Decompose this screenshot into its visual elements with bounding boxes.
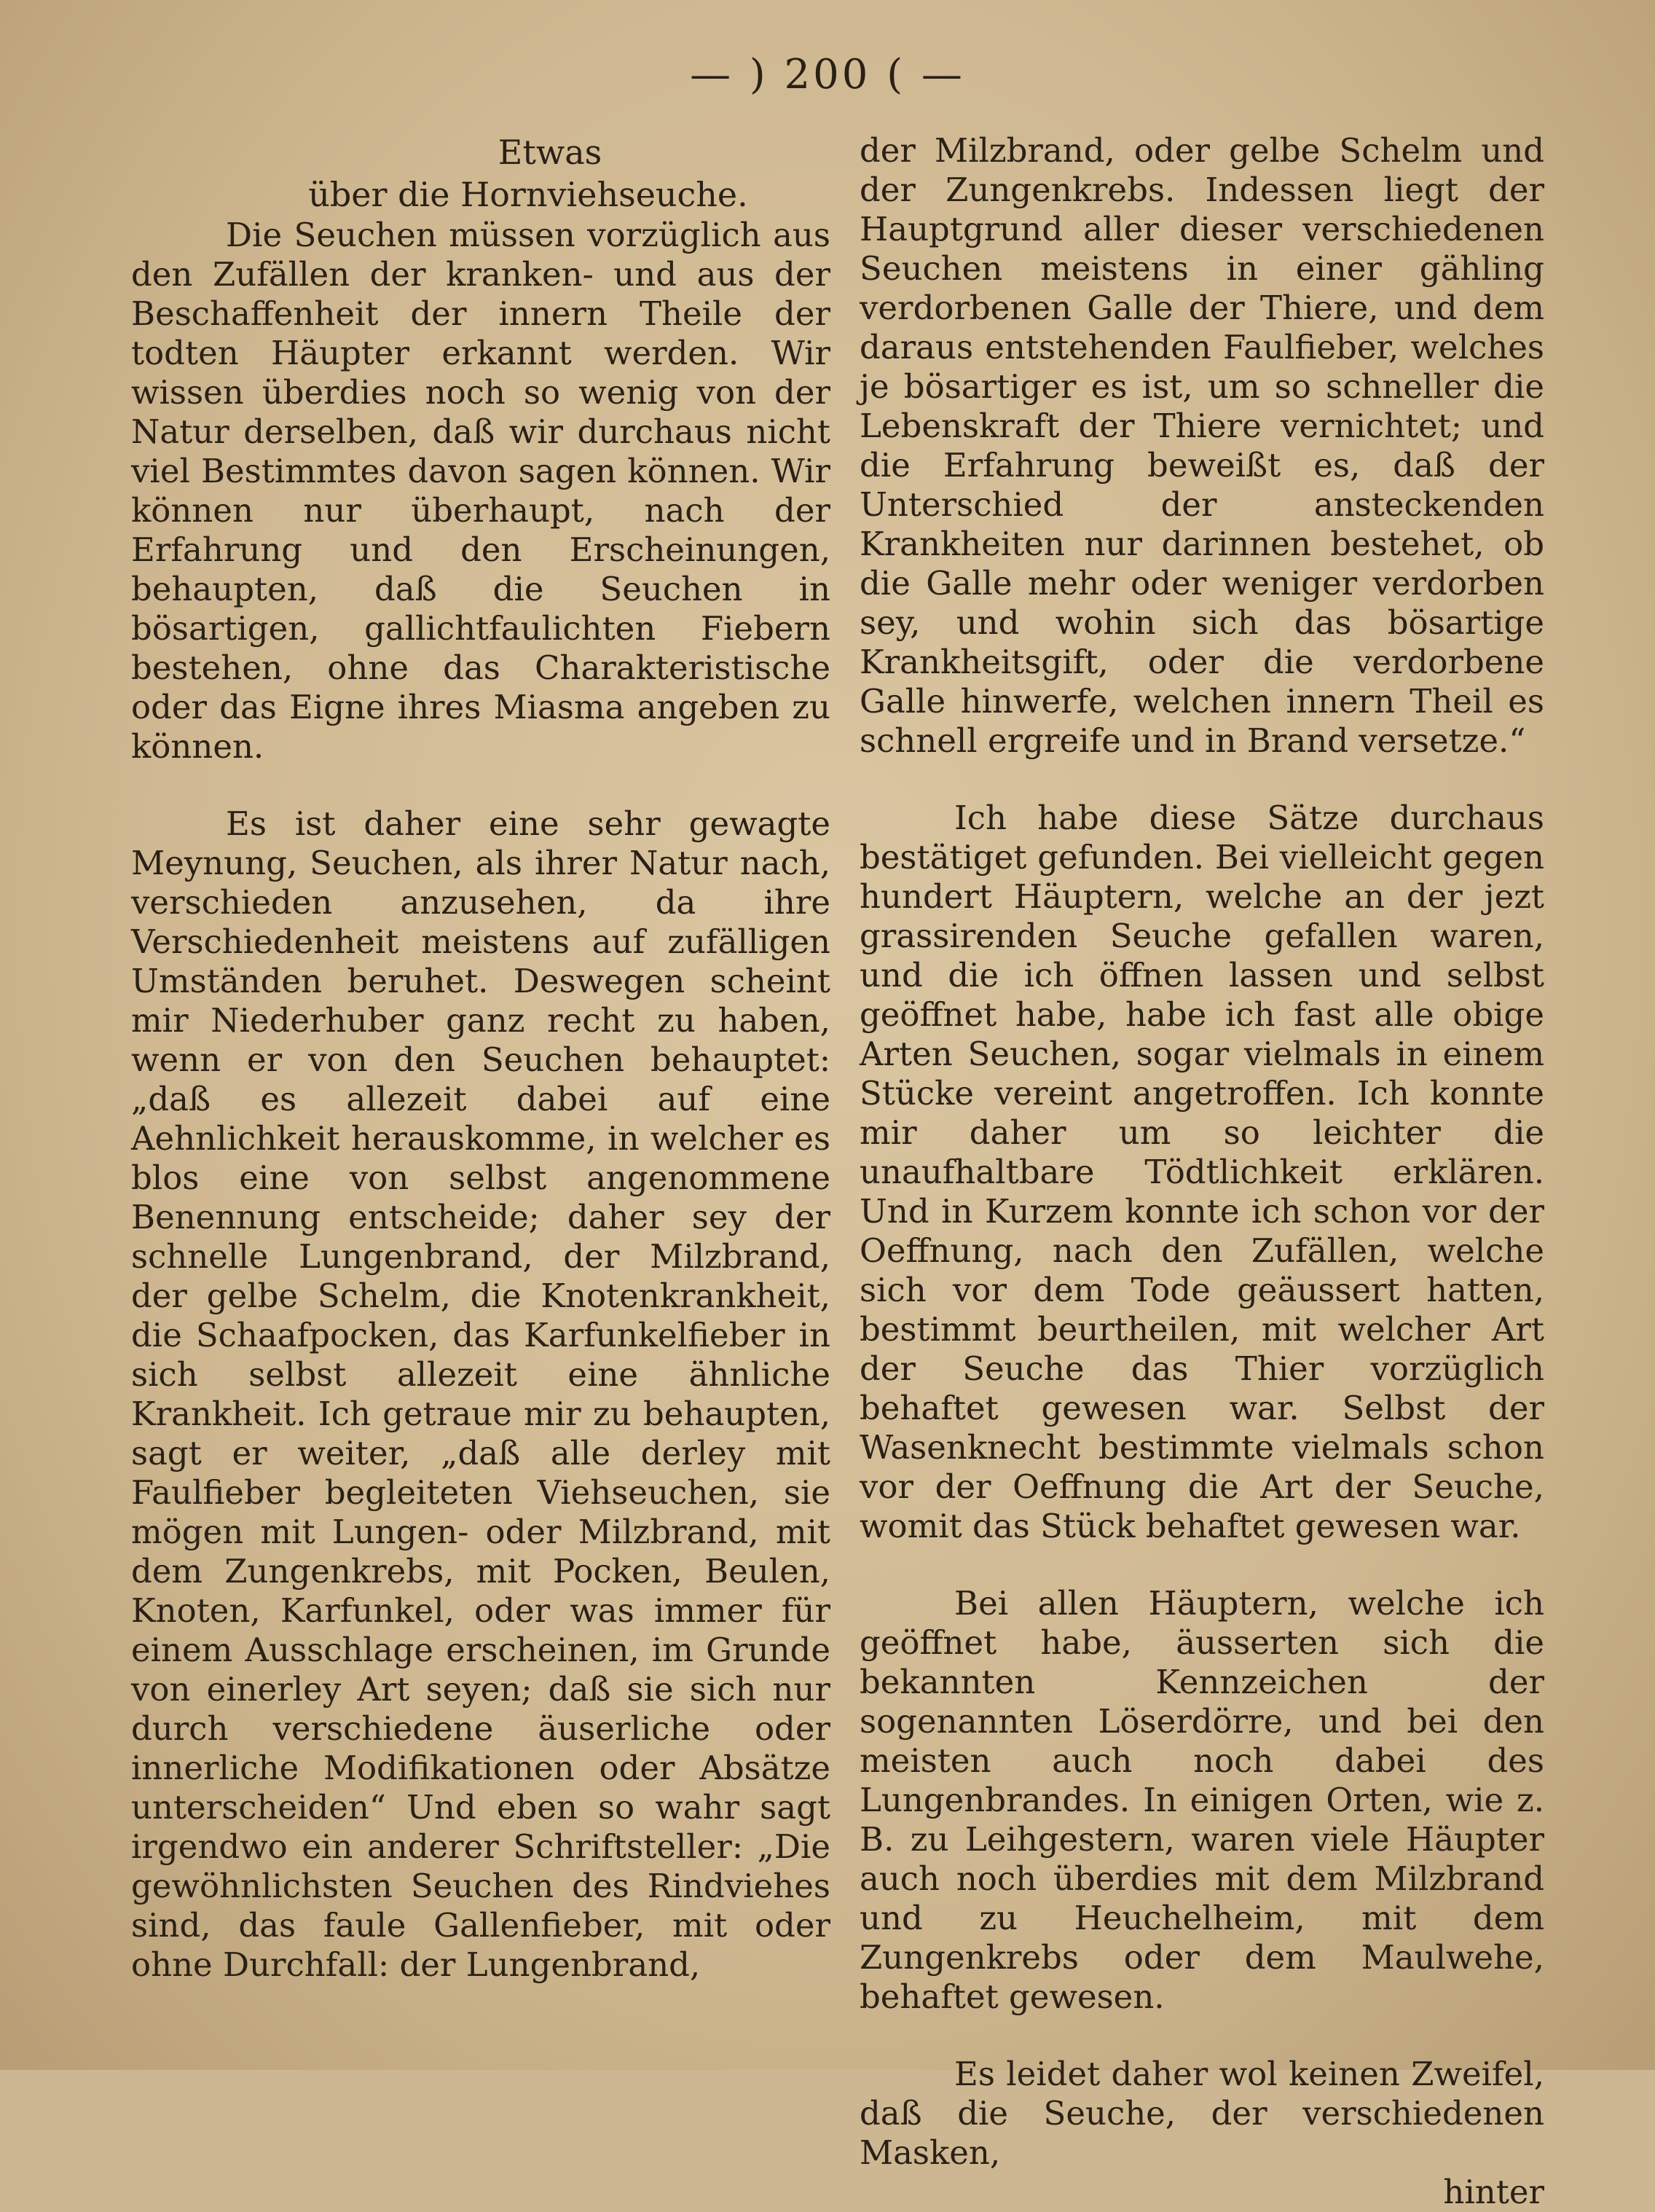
article-title-line1: Etwas bbox=[498, 133, 602, 172]
right-paragraph-1: der Milzbrand, oder gelbe Schelm und der Zungenkrebs. Indessen liegt der Hauptgrund aller dieser verschiedenen Seuchen meistens in einer gähling verdorbenen Galle der Thiere, und dem daraus entstehenden Faulfieber, welches je bösartiger es ist, um so schneller die Lebenskraft der Thiere vernichtet; und die Erfahrung beweißt es, daß der Unterschied der ansteckenden Krankheiten nur darinnen bestehet, ob die Galle mehr oder weniger verdorben sey, und wohin sich das bösartige Krankheitsgift, oder die verdorbene Galle hinwerfe, welchen innern Theil es schnell ergreife und in Brand versetze.“ bbox=[860, 131, 1544, 760]
page-number: — ) 200 ( — bbox=[690, 51, 965, 98]
article-title-line2: über die Hornviehseuche. bbox=[308, 175, 748, 214]
right-paragraph-2: Ich habe diese Sätze durchaus bestätiget gefunden. Bei vielleicht gegen hundert Häuptern, welche an der jezt grassirenden Seuche gefallen waren, und die ich öffnen lassen und selbst geöffnet habe, habe ich fast alle obige Arten Seuchen, sogar vielmals in einem Stücke vereint angetroffen. Ich konnte mir daher um so leichter die unaufhaltbare Tödtlichkeit erklären. Und in Kurzem konnte ich schon vor der Oeffnung, nach den Zufällen, welche sich vor dem Tode geäussert hatten, bestimmt beurtheilen, mit welcher Art der Seuche das Thier vorzüglich behaftet gewesen war. Selbst der Wasenknecht bestimmte vielmals schon vor der Oeffnung die Art der Seuche, womit das Stück behaftet gewesen war. bbox=[860, 799, 1544, 1545]
left-paragraph-2: Es ist daher eine sehr gewagte Meynung, Seuchen, als ihrer Natur nach, verschieden anzusehen, da ihre Verschiedenheit meistens auf zufälligen Umständen beruhet. Deswegen scheint mir Niederhuber ganz recht zu haben, wenn er von den Seuchen behauptet: „daß es allezeit dabei auf eine Aehnlichkeit herauskomme, in welcher es blos eine von selbst angenommene Benennung entscheide; daher sey der schnelle Lungenbrand, der Milzbrand, der gelbe Schelm, die Knotenkrankheit, die Schaafpocken, das Karfunkelfieber in sich selbst allezeit eine ähnliche Krankheit. Ich getraue mir zu behaupten, sagt er weiter, „daß alle derley mit Faulfieber begleiteten Viehseuchen, sie mögen mit Lungen- oder Milzbrand, mit dem Zungenkrebs, mit Pocken, Beulen, Knoten, Karfunkel, oder was immer für einem Ausschlage erscheinen, im Grunde von einerley Art seyen; daß sie sich nur durch verschiedene äuserliche oder innerliche Modifikationen oder Absätze unterscheiden“ Und eben so wahr sagt irgendwo ein anderer Schriftsteller: „Die gewöhnlichsten Seuchen des Rindviehes sind, das faule Gallenfieber, mit oder ohne Durchfall: der Lungenbrand, bbox=[131, 804, 830, 1984]
catchword: hinter bbox=[1443, 2173, 1544, 2211]
right-paragraph-3: Bei allen Häuptern, welche ich geöffnet habe, äusserten sich die bekannten Kennzeichen der sogenannten Löserdörre, und bei den meisten auch noch dabei des Lungenbrandes. In einigen Orten, wie z. B. zu Leihgestern, waren viele Häupter auch noch überdies mit dem Milzbrand und zu Heuchelheim, mit dem Zungenkrebs oder dem Maulwehe, behaftet gewesen. bbox=[860, 1584, 1544, 2016]
left-column bbox=[131, 131, 830, 1985]
right-paragraph-4: Es leidet daher wol keinen Zweifel, daß die Seuche, der verschiedenen Masken, bbox=[860, 2055, 1544, 2172]
left-paragraph-1: Die Seuchen müssen vorzüglich aus den Zufällen der kranken- und aus der Beschaffenheit der innern Theile der todten Häupter erkannt werden. Wir wissen überdies noch so wenig von der Natur derselben, daß wir durchaus nicht viel Bestimmtes davon sagen können. Wir können nur überhaupt, nach der Erfahrung und den Erscheinungen, behaupten, daß die Seuchen in bösartigen, gallichtfaulichten Fiebern bestehen, ohne das Charakteristische oder das Eigne ihres Miasma angeben zu können. bbox=[131, 216, 830, 766]
right-column bbox=[860, 131, 1544, 2212]
